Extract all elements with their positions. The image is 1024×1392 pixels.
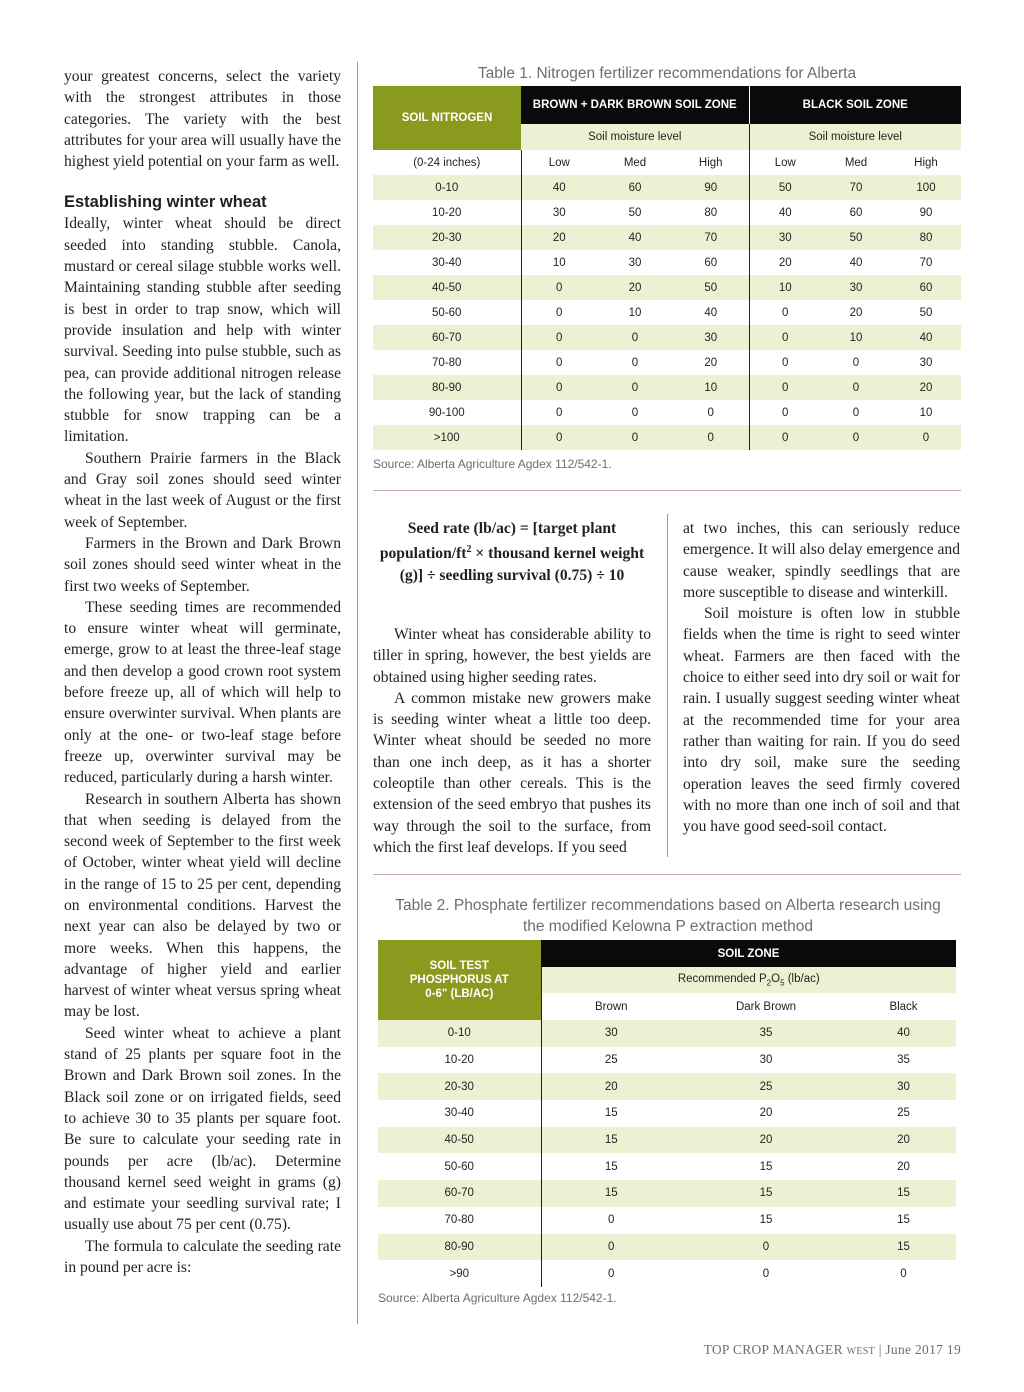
row-label-cell: 50-60 xyxy=(432,306,462,319)
value-cell: 0 xyxy=(852,356,860,369)
table-row xyxy=(378,1153,956,1180)
table1-moisture-label: Soil moisture level xyxy=(521,124,749,150)
value-cell: 20 xyxy=(681,1127,851,1154)
body-paragraph: The formula to calculate the seeding rate in pound per acre is: xyxy=(64,1237,341,1277)
table1-depth-label: (0-24 inches) xyxy=(413,156,481,169)
value-cell: 60 xyxy=(849,206,863,219)
value-cell: 20 xyxy=(597,275,673,300)
value-cell: 40 xyxy=(521,175,597,200)
row-label-cell: 20-30 xyxy=(373,225,521,250)
value-cell: 15 xyxy=(681,1180,851,1207)
rec-text: Recommended P xyxy=(677,972,767,985)
value-cell: 50 xyxy=(673,275,749,300)
formula-exponent: 2 xyxy=(466,544,472,556)
value-cell: 0 xyxy=(762,1267,770,1280)
table2-caption: Table 2. Phosphate fertilizer recommendations based on Alberta research using the modified Kelowna P extraction method xyxy=(395,897,941,935)
row-label-cell: 60-70 xyxy=(378,1180,541,1207)
value-cell: 20 xyxy=(891,375,961,400)
value-cell: 35 xyxy=(897,1054,910,1067)
value-cell: 10 xyxy=(919,406,933,419)
value-cell: 25 xyxy=(681,1073,851,1100)
section-divider xyxy=(373,490,961,491)
value-cell: 20 xyxy=(749,250,821,275)
rec-text: (lb/ac) xyxy=(784,972,820,985)
value-cell: 0 xyxy=(541,1234,681,1261)
table1-caption: Table 1. Nitrogen fertilizer recommendations for Alberta xyxy=(477,65,857,82)
value-cell: 10 xyxy=(749,275,821,300)
row-label-cell: 40-50 xyxy=(378,1127,541,1154)
table1-source: Source: Alberta Agriculture Agdex 112/542-1. xyxy=(373,457,612,471)
value-cell: 0 xyxy=(521,375,597,400)
value-cell: 70 xyxy=(919,256,933,269)
value-cell: 15 xyxy=(897,1214,910,1227)
value-cell: 20 xyxy=(851,1127,956,1154)
table1-moisture-label: Soil moisture level xyxy=(749,124,961,150)
table-row xyxy=(378,1260,956,1287)
table2-zone-label: SOIL ZONE xyxy=(541,940,956,967)
table-row xyxy=(378,1047,956,1074)
table1-zone-brown: BROWN + DARK BROWN SOIL ZONE xyxy=(521,86,749,124)
footer-issue: June 2017 xyxy=(885,1342,944,1357)
value-cell: 0 xyxy=(521,425,597,450)
value-cell: 15 xyxy=(541,1153,681,1180)
value-cell: 0 xyxy=(749,375,821,400)
table-row xyxy=(378,1020,956,1047)
value-cell: 20 xyxy=(521,225,597,250)
value-cell: 30 xyxy=(851,1073,956,1100)
row-label-cell: 10-20 xyxy=(444,1054,474,1067)
value-cell: 30 xyxy=(749,225,821,250)
table-row xyxy=(378,1207,956,1234)
row-label-cell: >100 xyxy=(373,425,521,450)
table2-column-header: Dark Brown xyxy=(735,1000,797,1013)
table2-source: Source: Alberta Agriculture Agdex 112/542-1. xyxy=(378,1291,617,1305)
value-cell: 10 xyxy=(628,306,642,319)
table2-column-header: Brown xyxy=(541,993,681,1020)
body-paragraph: Research in southern Alberta has shown that when seeding is delayed from the second week of September to the first week of October, winter wheat yield will decline in the range of 15 to 25 per cent, depending on environmental conditions. Harvest the next year can also be delayed by two or more weeks. When this happens, the advantage of higher yield and earlier harvest of winter wheat versus spring wheat may be lost. xyxy=(64,790,341,1021)
value-cell: 0 xyxy=(597,425,673,450)
value-cell: 10 xyxy=(821,325,891,350)
value-cell: 15 xyxy=(759,1214,773,1227)
formula-text: Seed rate (lb/ac) = [target plant population/ft xyxy=(379,520,617,563)
value-cell: 40 xyxy=(891,325,961,350)
value-cell: 10 xyxy=(521,250,597,275)
body-paragraph: Ideally, winter wheat should be direct seeded into standing stubble. Canola, mustard or cereal silage stubble works well. Maintaining standing stubble after seeding is best in order to trap snow, which will provide insulation and help with winter survival. Seeding into pulse stubble, such as pea, can provide additional nitrogen release the following year, but the lack of standing stubble for snow trapping can be a limitation. xyxy=(64,215,341,446)
value-cell: 0 xyxy=(681,1234,851,1261)
value-cell: 0 xyxy=(521,350,597,375)
value-cell: 10 xyxy=(673,375,749,400)
body-paragraph: These seeding times are recommended to ensure winter wheat will germinate, emerge, grow to at least the three-leaf stage and then develop a good crown root system before freeze up, all of which will help to ensure overwinter survival. When plants are only at the one- or two-leaf stage before freeze up, overwinter survival may be reduced, particularly during a harsh winter. xyxy=(64,598,341,787)
value-cell: 0 xyxy=(821,425,891,450)
value-cell: 40 xyxy=(749,200,821,225)
value-cell: 60 xyxy=(891,275,961,300)
value-cell: 30 xyxy=(759,1054,773,1067)
row-label-cell: 80-90 xyxy=(373,375,521,400)
table-row xyxy=(373,350,961,375)
value-cell: 0 xyxy=(631,356,639,369)
value-cell: 0 xyxy=(821,375,891,400)
value-cell: 0 xyxy=(749,400,821,425)
row-label-cell: 20-30 xyxy=(378,1073,541,1100)
row-label-cell: 30-40 xyxy=(444,1107,474,1120)
value-cell: 0 xyxy=(521,325,597,350)
value-cell: 15 xyxy=(541,1127,681,1154)
table-row xyxy=(373,250,961,275)
footer-magazine: TOP CROP MANAGER xyxy=(703,1342,843,1357)
table1-level: Low xyxy=(521,150,597,175)
page-footer: TOP CROP MANAGER WEST | June 2017 19 xyxy=(703,1342,961,1357)
value-cell: 20 xyxy=(849,306,863,319)
value-cell: 0 xyxy=(597,375,673,400)
row-label-cell: 30-40 xyxy=(432,256,462,269)
body-paragraph: Southern Prairie farmers in the Black and Gray soil zones should seed winter wheat in the last week of August or the first week of September. xyxy=(64,449,341,531)
table-row xyxy=(378,1100,956,1127)
table2-corner-label: SOIL TEST PHOSPHORUS AT 0-6" (LB/AC) xyxy=(378,940,541,1020)
rec-subscript: 5 xyxy=(780,978,785,988)
value-cell: 30 xyxy=(628,256,642,269)
value-cell: 0 xyxy=(891,425,961,450)
value-cell: 50 xyxy=(749,175,821,200)
table2-recommended-label xyxy=(541,967,956,993)
phosphate-table xyxy=(378,940,956,1287)
row-label-cell: 10-20 xyxy=(432,206,462,219)
body-paragraph: at two inches, this can seriously reduce emergence. It will also delay emergence and cause weaker, spindly seedlings that are more susceptible to disease and winterkill. xyxy=(683,520,960,601)
value-cell: 15 xyxy=(851,1234,956,1261)
rec-text: O xyxy=(771,972,781,985)
table-row xyxy=(378,1127,956,1154)
value-cell: 40 xyxy=(851,1020,956,1047)
seed-rate-formula xyxy=(374,518,650,586)
value-cell: 15 xyxy=(541,1180,681,1207)
row-label-cell: 70-80 xyxy=(432,356,462,369)
body-paragraph: Soil moisture is often low in stubble fields when the time is right to seed winter wheat. Farmers are then faced with the choice to either seed into dry soil or wait for rain. I usually suggest seeding winter wheat at the recommended time for your area rather than waiting for rain. If you do seed into dry soil, make sure the seeding operation leaves the seed firmly covered with no more than one inch of soil and that you have good seed-soil contact. xyxy=(683,605,960,836)
value-cell: 20 xyxy=(897,1160,910,1173)
row-label-cell: 50-60 xyxy=(444,1160,474,1173)
value-cell: 30 xyxy=(541,1020,681,1047)
table-row xyxy=(373,225,961,250)
value-cell: 100 xyxy=(891,175,961,200)
value-cell: 0 xyxy=(749,350,821,375)
value-cell: 30 xyxy=(521,200,597,225)
footer-edition: WEST xyxy=(846,1346,875,1357)
value-cell: 0 xyxy=(707,406,714,419)
section-heading: Establishing winter wheat xyxy=(64,193,267,212)
table1-level: High xyxy=(914,156,938,169)
right-column xyxy=(683,518,960,837)
table-row xyxy=(373,200,961,225)
table-row xyxy=(373,400,961,425)
body-paragraph: A common mistake new growers make is seeding winter wheat a little too deep. Winter wheat should be seeded no more than one inch deep, as it has a shorter coleoptile than other cereals. This is the extension of the seed embryo that pushes its way through the soil to the surface, from which the first leaf develops. If you seed xyxy=(373,689,651,856)
value-cell: 15 xyxy=(541,1100,681,1127)
value-cell: 20 xyxy=(704,356,718,369)
table-row xyxy=(378,1180,956,1207)
table2-column-header: Black xyxy=(889,1000,918,1013)
table1-level: Med xyxy=(623,156,647,169)
table1-corner-label: SOIL NITROGEN xyxy=(373,86,521,150)
value-cell: 0 xyxy=(900,1267,907,1280)
value-cell: 0 xyxy=(673,425,749,450)
value-cell: 0 xyxy=(521,400,597,425)
value-cell: 30 xyxy=(673,325,749,350)
footer-page-number: 19 xyxy=(946,1342,961,1357)
value-cell: 30 xyxy=(821,275,891,300)
value-cell: 0 xyxy=(597,325,673,350)
table1-level: High xyxy=(698,156,723,169)
body-paragraph: Winter wheat has considerable ability to tiller in spring, however, the best yields are obtained using higher seeding rates. xyxy=(373,626,651,686)
value-cell: 0 xyxy=(749,300,821,325)
value-cell: 40 xyxy=(704,306,718,319)
value-cell: 40 xyxy=(849,256,863,269)
value-cell: 50 xyxy=(628,206,642,219)
value-cell: 50 xyxy=(821,225,891,250)
value-cell: 0 xyxy=(541,1260,681,1287)
value-cell: 70 xyxy=(673,225,749,250)
row-label-cell: 60-70 xyxy=(373,325,521,350)
column-divider xyxy=(357,62,358,1324)
value-cell: 0 xyxy=(852,406,860,419)
value-cell: 40 xyxy=(597,225,673,250)
value-cell: 35 xyxy=(681,1020,851,1047)
table1-zone-black: BLACK SOIL ZONE xyxy=(749,86,961,124)
value-cell: 20 xyxy=(541,1073,681,1100)
section-divider xyxy=(373,874,961,875)
row-label-cell: >90 xyxy=(449,1267,469,1280)
value-cell: 50 xyxy=(919,306,933,319)
value-cell: 0 xyxy=(541,1207,681,1234)
value-cell: 15 xyxy=(759,1160,773,1173)
nitrogen-table xyxy=(373,86,961,450)
table1-level: Low xyxy=(749,150,821,175)
value-cell: 80 xyxy=(704,206,718,219)
rec-subscript: 2 xyxy=(766,978,772,988)
value-cell: 15 xyxy=(851,1180,956,1207)
row-label-cell: 70-80 xyxy=(444,1214,474,1227)
table-row xyxy=(378,1234,956,1261)
value-cell: 70 xyxy=(821,175,891,200)
value-cell: 0 xyxy=(521,300,597,325)
table-row xyxy=(373,425,961,450)
body-paragraph: Seed winter wheat to achieve a plant stand of 25 plants per square foot in the Brown and Dark Brown soil zones. In the Black soil zone or on irrigated fields, seed to achieve 30 to 35 plants per square foot. Be sure to calculate your seeding rate in pounds per acre (lb/ac). Determine thousand kernel seed weight in grams (g) and estimate your seedling survival rate; I usually use about 75 per cent (0.75). xyxy=(64,1024,341,1234)
value-cell: 30 xyxy=(919,356,933,369)
value-cell: 60 xyxy=(704,256,718,269)
left-column xyxy=(64,66,341,1278)
value-cell: 60 xyxy=(597,175,673,200)
body-paragraph: Farmers in the Brown and Dark Brown soil zones should seed winter wheat in the first two weeks of September. xyxy=(64,534,341,595)
value-cell: 0 xyxy=(631,406,639,419)
row-label-cell: 90-100 xyxy=(428,406,465,419)
value-cell: 25 xyxy=(541,1047,681,1074)
value-cell: 20 xyxy=(759,1107,773,1120)
table-row xyxy=(373,300,961,325)
row-label-cell: 80-90 xyxy=(378,1234,541,1261)
value-cell: 0 xyxy=(749,325,821,350)
value-cell: 90 xyxy=(673,175,749,200)
value-cell: 0 xyxy=(749,425,821,450)
middle-column xyxy=(373,624,651,858)
table-row xyxy=(373,175,961,200)
table1-level: Med xyxy=(844,156,868,169)
column-divider xyxy=(667,514,668,857)
intro-paragraph: your greatest concerns, select the variety with the strongest attributes in those categories. The variety with the best attributes for your area will usually have the highest yield potential on your farm as well. xyxy=(64,68,341,171)
formula-text: × thousand kernel weight (g)] ÷ seedling survival (0.75) ÷ 10 xyxy=(399,545,645,584)
row-label-cell: 40-50 xyxy=(373,275,521,300)
table-row xyxy=(373,275,961,300)
value-cell: 80 xyxy=(891,225,961,250)
table-row xyxy=(373,325,961,350)
table-row xyxy=(378,1073,956,1100)
row-label-cell: 0-10 xyxy=(378,1020,541,1047)
table-row xyxy=(373,375,961,400)
value-cell: 90 xyxy=(919,206,933,219)
value-cell: 25 xyxy=(897,1107,910,1120)
table1-level-row xyxy=(373,150,961,175)
row-label-cell: 0-10 xyxy=(373,175,521,200)
value-cell: 0 xyxy=(521,275,597,300)
